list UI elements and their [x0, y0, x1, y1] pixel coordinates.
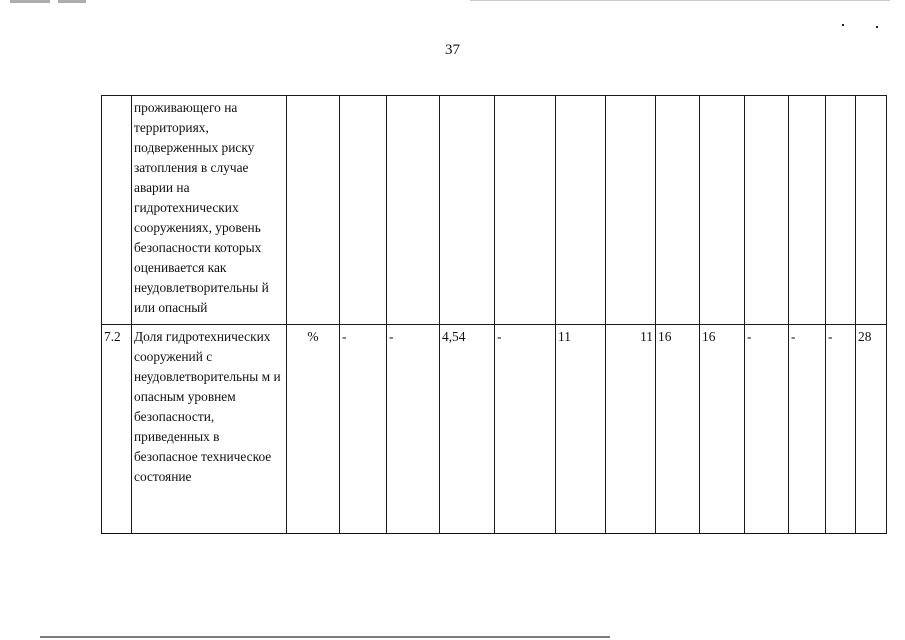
scan-artifact-top — [58, 0, 86, 3]
value-cell: 16 — [656, 325, 700, 534]
value-cell: - — [340, 325, 387, 534]
scan-artifact-top — [10, 0, 50, 3]
table-row-continuation — [102, 96, 887, 325]
value-cell: - — [826, 325, 856, 534]
value-cell: 28 — [856, 325, 887, 534]
scan-artifact-top-line — [470, 0, 890, 1]
value-cell — [826, 96, 856, 325]
value-cell: - — [789, 325, 826, 534]
value-cell: 11 — [606, 325, 656, 534]
value-cell: - — [745, 325, 789, 534]
value-cell: 4,54 — [440, 325, 495, 534]
table-row-7-2 — [102, 325, 887, 534]
indicator-name-cell: Доля гидротехнических сооружений с неудовлетворительны м и опасным уровнем безопасности, приведенных в безопасное техническое состояние — [132, 325, 287, 534]
indicator-name-cell: проживающего на территориях, подверженных риску затопления в случае аварии на гидротехнических сооружениях, уровень безопасности которых оценивается как неудовлетворительны й или опасный — [132, 96, 287, 325]
scan-artifact-bottom-line — [40, 636, 610, 638]
unit-cell — [287, 96, 340, 325]
value-cell — [340, 96, 387, 325]
scan-dot — [876, 26, 878, 28]
row-number-cell: 7.2 — [102, 325, 132, 534]
value-cell: - — [495, 325, 556, 534]
value-cell — [440, 96, 495, 325]
value-cell — [495, 96, 556, 325]
value-cell: 16 — [700, 325, 745, 534]
value-cell — [606, 96, 656, 325]
unit-cell: % — [287, 325, 340, 534]
value-cell — [556, 96, 606, 325]
value-cell — [700, 96, 745, 325]
scan-dot — [842, 24, 844, 26]
value-cell — [789, 96, 826, 325]
value-cell — [745, 96, 789, 325]
value-cell — [387, 96, 440, 325]
page-number: 37 — [445, 42, 460, 58]
value-cell — [656, 96, 700, 325]
value-cell — [856, 96, 887, 325]
value-cell: 11 — [556, 325, 606, 534]
row-number-cell — [102, 96, 132, 325]
value-cell: - — [387, 325, 440, 534]
indicator-table — [101, 95, 887, 534]
